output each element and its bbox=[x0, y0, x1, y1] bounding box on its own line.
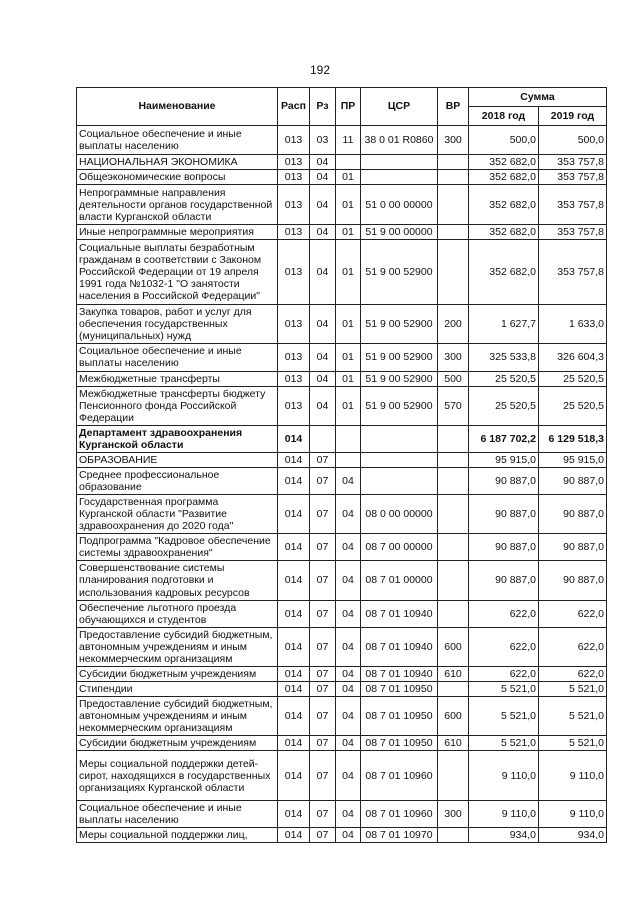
table-row bbox=[77, 495, 607, 534]
row-vr bbox=[438, 828, 469, 843]
row-vr bbox=[438, 681, 469, 696]
row-pr: 01 bbox=[336, 225, 361, 240]
row-vr: 600 bbox=[438, 697, 469, 736]
row-vr bbox=[438, 467, 469, 494]
row-name: ОБРАЗОВАНИЕ bbox=[77, 452, 278, 467]
row-sum-2019: 95 915,0 bbox=[539, 452, 607, 467]
row-sum-2019: 5 521,0 bbox=[539, 681, 607, 696]
row-rz bbox=[310, 425, 336, 452]
row-rasp: 014 bbox=[278, 534, 310, 561]
row-rz: 04 bbox=[310, 225, 336, 240]
row-sum-2019: 90 887,0 bbox=[539, 467, 607, 494]
row-rz: 04 bbox=[310, 170, 336, 185]
row-pr: 04 bbox=[336, 534, 361, 561]
row-rasp: 013 bbox=[278, 126, 310, 155]
row-sum-2019: 622,0 bbox=[539, 627, 607, 666]
row-vr bbox=[438, 561, 469, 600]
table-row bbox=[77, 697, 607, 736]
row-csr: 51 9 00 52900 bbox=[361, 371, 438, 386]
row-sum-2018: 622,0 bbox=[469, 666, 539, 681]
table-row bbox=[77, 425, 607, 452]
row-csr: 38 0 01 R0860 bbox=[361, 126, 438, 155]
row-rasp: 014 bbox=[278, 600, 310, 627]
row-rasp: 014 bbox=[278, 697, 310, 736]
row-sum-2019: 5 521,0 bbox=[539, 697, 607, 736]
row-csr bbox=[361, 155, 438, 170]
row-name: Межбюджетные трансферты bbox=[77, 371, 278, 386]
row-csr: 51 9 00 52900 bbox=[361, 305, 438, 344]
row-name: Социальное обеспечение и иные выплаты населению bbox=[77, 801, 278, 828]
row-csr: 51 9 00 52900 bbox=[361, 240, 438, 305]
row-rasp: 013 bbox=[278, 240, 310, 305]
table-row bbox=[77, 467, 607, 494]
row-name: Подпрограмма "Кадровое обеспечение системы здравоохранения" bbox=[77, 534, 278, 561]
table-row bbox=[77, 627, 607, 666]
row-sum-2019: 500,0 bbox=[539, 126, 607, 155]
row-sum-2018: 90 887,0 bbox=[469, 561, 539, 600]
row-csr: 08 7 01 10940 bbox=[361, 666, 438, 681]
row-rz: 04 bbox=[310, 185, 336, 225]
row-pr bbox=[336, 425, 361, 452]
row-name: Обеспечение льготного проезда обучающихся и студентов bbox=[77, 600, 278, 627]
row-vr: 300 bbox=[438, 801, 469, 828]
row-pr: 04 bbox=[336, 495, 361, 534]
row-csr: 08 7 01 10950 bbox=[361, 681, 438, 696]
row-csr: 51 9 00 52900 bbox=[361, 344, 438, 371]
row-name: Общеэкономические вопросы bbox=[77, 170, 278, 185]
row-sum-2018: 1 627,7 bbox=[469, 305, 539, 344]
row-rasp: 014 bbox=[278, 495, 310, 534]
row-rz: 07 bbox=[310, 697, 336, 736]
row-rasp: 014 bbox=[278, 561, 310, 600]
row-pr: 04 bbox=[336, 681, 361, 696]
row-name: Стипендии bbox=[77, 681, 278, 696]
row-vr: 570 bbox=[438, 386, 469, 425]
row-rz: 07 bbox=[310, 534, 336, 561]
table-row bbox=[77, 240, 607, 305]
row-rz: 07 bbox=[310, 600, 336, 627]
row-rz: 07 bbox=[310, 666, 336, 681]
row-rasp: 014 bbox=[278, 452, 310, 467]
row-vr bbox=[438, 225, 469, 240]
row-csr bbox=[361, 452, 438, 467]
row-rz: 07 bbox=[310, 736, 336, 751]
row-vr: 610 bbox=[438, 666, 469, 681]
row-csr: 08 7 01 00000 bbox=[361, 561, 438, 600]
row-sum-2018: 95 915,0 bbox=[469, 452, 539, 467]
header-rasp: Расп bbox=[278, 88, 310, 126]
header-rz: Рз bbox=[310, 88, 336, 126]
row-sum-2018: 25 520,5 bbox=[469, 371, 539, 386]
row-sum-2019: 25 520,5 bbox=[539, 371, 607, 386]
row-rz: 04 bbox=[310, 386, 336, 425]
row-sum-2019: 934,0 bbox=[539, 828, 607, 843]
row-sum-2019: 353 757,8 bbox=[539, 185, 607, 225]
row-pr: 01 bbox=[336, 344, 361, 371]
row-sum-2019: 90 887,0 bbox=[539, 534, 607, 561]
row-sum-2018: 25 520,5 bbox=[469, 386, 539, 425]
table-row bbox=[77, 666, 607, 681]
row-sum-2019: 622,0 bbox=[539, 600, 607, 627]
table-row bbox=[77, 185, 607, 225]
row-vr bbox=[438, 170, 469, 185]
header-pr: ПР bbox=[336, 88, 361, 126]
row-rz: 04 bbox=[310, 344, 336, 371]
row-sum-2018: 90 887,0 bbox=[469, 495, 539, 534]
row-vr bbox=[438, 240, 469, 305]
row-name: Государственная программа Курганской области "Развитие здравоохранения до 2020 года" bbox=[77, 495, 278, 534]
row-vr bbox=[438, 452, 469, 467]
row-rasp: 014 bbox=[278, 467, 310, 494]
row-rz: 07 bbox=[310, 561, 336, 600]
row-rz: 07 bbox=[310, 452, 336, 467]
row-sum-2018: 325 533,8 bbox=[469, 344, 539, 371]
row-rasp: 013 bbox=[278, 170, 310, 185]
row-name: Предоставление субсидий бюджетным, автономным учреждениям и иным некоммерческим организациям bbox=[77, 697, 278, 736]
row-rz: 03 bbox=[310, 126, 336, 155]
row-pr: 01 bbox=[336, 371, 361, 386]
table-row bbox=[77, 681, 607, 696]
row-pr: 04 bbox=[336, 697, 361, 736]
header-sum: Сумма bbox=[469, 88, 607, 107]
row-pr: 04 bbox=[336, 801, 361, 828]
row-rasp: 013 bbox=[278, 225, 310, 240]
row-name: Социальные выплаты безработным гражданам в соответствии с Законом Российской Федерации от 19 апреля 1991 года №1032-1 "О занятости населения в Российской Федерации" bbox=[77, 240, 278, 305]
row-name: Совершенствование системы планирования подготовки и использования кадровых ресурсов bbox=[77, 561, 278, 600]
row-rz: 07 bbox=[310, 751, 336, 801]
row-pr: 04 bbox=[336, 666, 361, 681]
row-vr bbox=[438, 425, 469, 452]
table-row bbox=[77, 371, 607, 386]
row-rasp: 013 bbox=[278, 305, 310, 344]
page-number: 192 bbox=[309, 63, 331, 77]
row-name: Меры социальной поддержки детей-сирот, находящихся в государственных организациях Курганской области bbox=[77, 751, 278, 801]
row-csr: 51 0 00 00000 bbox=[361, 185, 438, 225]
row-sum-2019: 5 521,0 bbox=[539, 736, 607, 751]
row-vr bbox=[438, 185, 469, 225]
row-rz: 04 bbox=[310, 155, 336, 170]
row-vr: 300 bbox=[438, 126, 469, 155]
header-name: Наименование bbox=[77, 88, 278, 126]
row-vr bbox=[438, 155, 469, 170]
row-rasp: 013 bbox=[278, 155, 310, 170]
header-2019: 2019 год bbox=[539, 107, 607, 126]
row-sum-2018: 622,0 bbox=[469, 600, 539, 627]
row-vr: 600 bbox=[438, 627, 469, 666]
row-pr: 04 bbox=[336, 467, 361, 494]
table-row bbox=[77, 452, 607, 467]
row-pr: 04 bbox=[336, 561, 361, 600]
row-sum-2018: 500,0 bbox=[469, 126, 539, 155]
row-csr: 08 7 01 10970 bbox=[361, 828, 438, 843]
row-csr: 08 7 00 00000 bbox=[361, 534, 438, 561]
row-csr: 51 9 00 52900 bbox=[361, 386, 438, 425]
row-vr: 300 bbox=[438, 344, 469, 371]
row-rasp: 014 bbox=[278, 627, 310, 666]
row-sum-2019: 6 129 518,3 bbox=[539, 425, 607, 452]
row-name: Субсидии бюджетным учреждениям bbox=[77, 666, 278, 681]
row-sum-2018: 352 682,0 bbox=[469, 240, 539, 305]
row-rz: 07 bbox=[310, 828, 336, 843]
row-rz: 04 bbox=[310, 305, 336, 344]
row-sum-2019: 353 757,8 bbox=[539, 170, 607, 185]
row-rasp: 014 bbox=[278, 801, 310, 828]
row-name: Социальное обеспечение и иные выплаты населению bbox=[77, 126, 278, 155]
row-pr: 04 bbox=[336, 627, 361, 666]
row-sum-2018: 5 521,0 bbox=[469, 681, 539, 696]
row-sum-2019: 353 757,8 bbox=[539, 155, 607, 170]
table-row bbox=[77, 534, 607, 561]
row-name: Закупка товаров, работ и услуг для обеспечения государственных (муниципальных) нужд bbox=[77, 305, 278, 344]
row-rasp: 013 bbox=[278, 185, 310, 225]
row-rasp: 014 bbox=[278, 828, 310, 843]
row-csr: 08 7 01 10960 bbox=[361, 751, 438, 801]
row-sum-2019: 9 110,0 bbox=[539, 751, 607, 801]
row-vr bbox=[438, 495, 469, 534]
row-csr: 08 7 01 10960 bbox=[361, 801, 438, 828]
row-csr bbox=[361, 467, 438, 494]
row-rz: 04 bbox=[310, 371, 336, 386]
row-sum-2018: 352 682,0 bbox=[469, 155, 539, 170]
row-csr bbox=[361, 425, 438, 452]
row-pr bbox=[336, 155, 361, 170]
row-rasp: 014 bbox=[278, 681, 310, 696]
table-row bbox=[77, 155, 607, 170]
row-sum-2018: 90 887,0 bbox=[469, 467, 539, 494]
row-pr: 11 bbox=[336, 126, 361, 155]
row-rz: 04 bbox=[310, 240, 336, 305]
row-sum-2019: 90 887,0 bbox=[539, 561, 607, 600]
row-pr: 04 bbox=[336, 600, 361, 627]
table-row bbox=[77, 305, 607, 344]
table-row bbox=[77, 386, 607, 425]
table-row bbox=[77, 561, 607, 600]
row-sum-2019: 25 520,5 bbox=[539, 386, 607, 425]
row-sum-2018: 352 682,0 bbox=[469, 170, 539, 185]
row-rasp: 014 bbox=[278, 736, 310, 751]
row-rz: 07 bbox=[310, 467, 336, 494]
row-rasp: 014 bbox=[278, 666, 310, 681]
header-vr: ВР bbox=[438, 88, 469, 126]
row-sum-2019: 353 757,8 bbox=[539, 225, 607, 240]
row-name: Субсидии бюджетным учреждениям bbox=[77, 736, 278, 751]
row-name: Межбюджетные трансферты бюджету Пенсионного фонда Российской Федерации bbox=[77, 386, 278, 425]
table-row bbox=[77, 736, 607, 751]
row-csr: 08 7 01 10940 bbox=[361, 600, 438, 627]
row-csr: 08 7 01 10950 bbox=[361, 697, 438, 736]
row-sum-2018: 622,0 bbox=[469, 627, 539, 666]
row-csr: 08 7 01 10950 bbox=[361, 736, 438, 751]
row-name: Непрограммные направления деятельности органов государственной власти Курганской области bbox=[77, 185, 278, 225]
row-sum-2018: 6 187 702,2 bbox=[469, 425, 539, 452]
table-row bbox=[77, 828, 607, 843]
row-vr bbox=[438, 534, 469, 561]
table-row bbox=[77, 225, 607, 240]
row-pr: 01 bbox=[336, 305, 361, 344]
row-pr: 01 bbox=[336, 170, 361, 185]
table-row bbox=[77, 801, 607, 828]
budget-table bbox=[76, 87, 607, 843]
row-sum-2018: 352 682,0 bbox=[469, 185, 539, 225]
row-pr: 04 bbox=[336, 751, 361, 801]
row-vr: 500 bbox=[438, 371, 469, 386]
row-pr: 01 bbox=[336, 185, 361, 225]
table-row bbox=[77, 126, 607, 155]
row-csr bbox=[361, 170, 438, 185]
row-sum-2018: 5 521,0 bbox=[469, 736, 539, 751]
row-vr: 200 bbox=[438, 305, 469, 344]
row-sum-2018: 9 110,0 bbox=[469, 801, 539, 828]
row-pr: 04 bbox=[336, 736, 361, 751]
row-sum-2018: 352 682,0 bbox=[469, 225, 539, 240]
row-sum-2018: 934,0 bbox=[469, 828, 539, 843]
row-rz: 07 bbox=[310, 681, 336, 696]
row-name: Иные непрограммные мероприятия bbox=[77, 225, 278, 240]
row-csr: 51 9 00 00000 bbox=[361, 225, 438, 240]
row-sum-2019: 622,0 bbox=[539, 666, 607, 681]
row-pr: 01 bbox=[336, 240, 361, 305]
row-rasp: 014 bbox=[278, 425, 310, 452]
row-csr: 08 7 01 10940 bbox=[361, 627, 438, 666]
table-row bbox=[77, 170, 607, 185]
row-rasp: 013 bbox=[278, 386, 310, 425]
row-rz: 07 bbox=[310, 627, 336, 666]
row-name: НАЦИОНАЛЬНАЯ ЭКОНОМИКА bbox=[77, 155, 278, 170]
row-name: Среднее профессиональное образование bbox=[77, 467, 278, 494]
row-pr: 01 bbox=[336, 386, 361, 425]
row-rasp: 013 bbox=[278, 371, 310, 386]
row-name: Меры социальной поддержки лиц, bbox=[77, 828, 278, 843]
row-sum-2019: 326 604,3 bbox=[539, 344, 607, 371]
row-sum-2018: 9 110,0 bbox=[469, 751, 539, 801]
row-rz: 07 bbox=[310, 801, 336, 828]
row-vr bbox=[438, 751, 469, 801]
row-rasp: 014 bbox=[278, 751, 310, 801]
table-row bbox=[77, 751, 607, 801]
row-rz: 07 bbox=[310, 495, 336, 534]
row-sum-2018: 90 887,0 bbox=[469, 534, 539, 561]
row-rasp: 013 bbox=[278, 344, 310, 371]
row-name: Департамент здравоохранения Курганской области bbox=[77, 425, 278, 452]
row-name: Предоставление субсидий бюджетным, автономным учреждениям и иным некоммерческим организациям bbox=[77, 627, 278, 666]
header-csr: ЦСР bbox=[361, 88, 438, 126]
row-pr: 04 bbox=[336, 828, 361, 843]
row-vr bbox=[438, 600, 469, 627]
row-sum-2019: 9 110,0 bbox=[539, 801, 607, 828]
row-name: Социальное обеспечение и иные выплаты населению bbox=[77, 344, 278, 371]
row-sum-2019: 353 757,8 bbox=[539, 240, 607, 305]
row-csr: 08 0 00 00000 bbox=[361, 495, 438, 534]
row-pr bbox=[336, 452, 361, 467]
row-sum-2019: 90 887,0 bbox=[539, 495, 607, 534]
table-row bbox=[77, 600, 607, 627]
row-vr: 610 bbox=[438, 736, 469, 751]
row-sum-2019: 1 633,0 bbox=[539, 305, 607, 344]
header-2018: 2018 год bbox=[469, 107, 539, 126]
row-sum-2018: 5 521,0 bbox=[469, 697, 539, 736]
table-row bbox=[77, 344, 607, 371]
